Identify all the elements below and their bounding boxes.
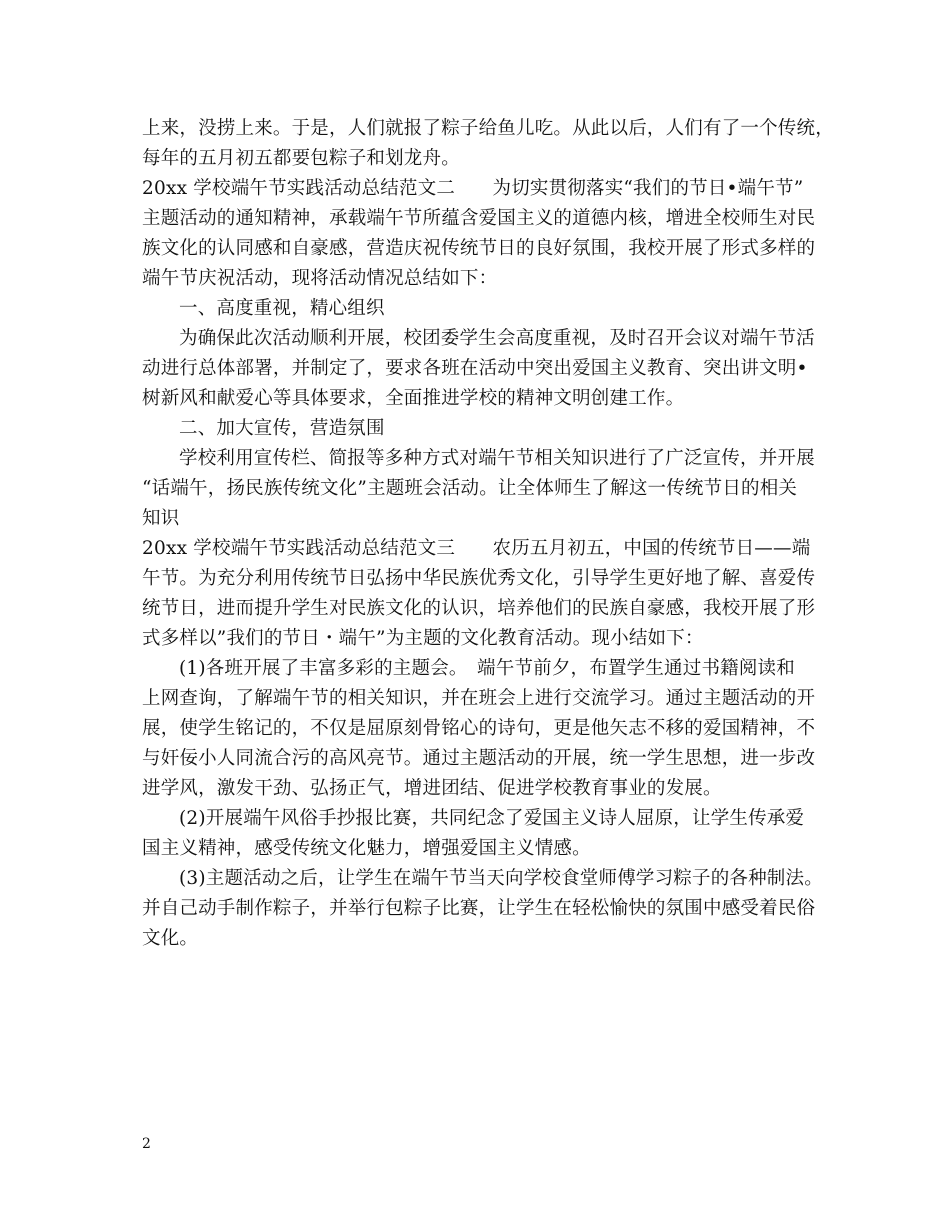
- subheading-line: 二、加大宣传，营造氛围: [179, 418, 385, 439]
- text-line: 动进行总体部署，并制定了，要求各班在活动中突出爱国主义教育、突出讲文明•: [142, 358, 808, 379]
- text-line: 树新风和献爱心等具体要求，全面推进学校的精神文明创建工作。: [142, 388, 685, 409]
- text-line: 上来，没捞上来。于是，人们就报了粽子给鱼儿吃。从此以后，人们有了一个传统，: [142, 118, 834, 139]
- section-heading-line: 20xx 学校端午节实践活动总结范文二 为切实贯彻落实“我们的节日•端午节”: [142, 178, 804, 199]
- text-line: 并自己动手制作粽子，并举行包粽子比赛，让学生在轻松愉快的氛围中感受着民俗: [142, 898, 816, 919]
- list-item-line: (1)各班开展了丰富多彩的主题会。 端午节前夕，布置学生通过书籍阅读和: [179, 658, 795, 679]
- text-line: 主题活动的通知精神，承载端午节所蕴含爱国主义的道德内核，增进全校师生对民: [142, 208, 816, 229]
- page-number: 2: [142, 1136, 151, 1152]
- text-line: 进学风，激发干劲、弘扬正气，增进团结、促进学校教育事业的发展。: [142, 778, 722, 799]
- text-line: 每年的五月初五都要包粽子和划龙舟。: [142, 148, 460, 169]
- text-line: 知识: [142, 508, 180, 529]
- text-line: 式多样以”我们的节日・端午”为主题的文化教育活动。现小结如下：: [142, 628, 704, 649]
- text-line: 学校利用宣传栏、简报等多种方式对端午节相关知识进行了广泛宣传，并开展: [179, 448, 815, 469]
- text-line: 展，使学生铭记的，不仅是屈原刻骨铭心的诗句，更是他矢志不移的爱国精神，不: [142, 718, 816, 739]
- text-line: 上网查询，了解端午节的相关知识，并在班会上进行交流学习。通过主题活动的开: [142, 688, 816, 709]
- text-line: 文化。: [142, 928, 199, 949]
- text-line: 与奸佞小人同流合污的高风亮节。通过主题活动的开展，统一学生思想，进一步改: [142, 748, 816, 769]
- section-heading-line: 20xx 学校端午节实践活动总结范文三 农历五月初五，中国的传统节日——端: [142, 538, 811, 559]
- text-line: 统节日，进而提升学生对民族文化的认识，培养他们的民族自豪感，我校开展了形: [142, 598, 816, 619]
- text-line: 国主义精神，感受传统文化魅力，增强爱国主义情感。: [142, 838, 591, 859]
- text-line: 端午节庆祝活动，现将活动情况总结如下：: [142, 268, 498, 289]
- subheading-line: 一、高度重视，精心组织: [179, 298, 385, 319]
- list-item-line: (2)开展端午风俗手抄报比赛，共同纪念了爱国主义诗人屈原，让学生传承爱: [179, 808, 805, 829]
- text-line: 族文化的认同感和自豪感，营造庆祝传统节日的良好氛围，我校开展了形式多样的: [142, 238, 816, 259]
- document-body: [142, 114, 834, 954]
- list-item-line: (3)主题活动之后，让学生在端午节当天向学校食堂师傅学习粽子的各种制法。: [179, 868, 823, 889]
- text-line: 午节。为充分利用传统节日弘扬中华民族优秀文化，引导学生更好地了解、喜爱传: [142, 568, 816, 589]
- text-line: “话端午，扬民族传统文化”主题班会活动。让全体师生了解这一传统节日的相关: [142, 478, 798, 499]
- text-line: 为确保此次活动顺利开展，校团委学生会高度重视，及时召开会议对端午节活: [179, 328, 815, 349]
